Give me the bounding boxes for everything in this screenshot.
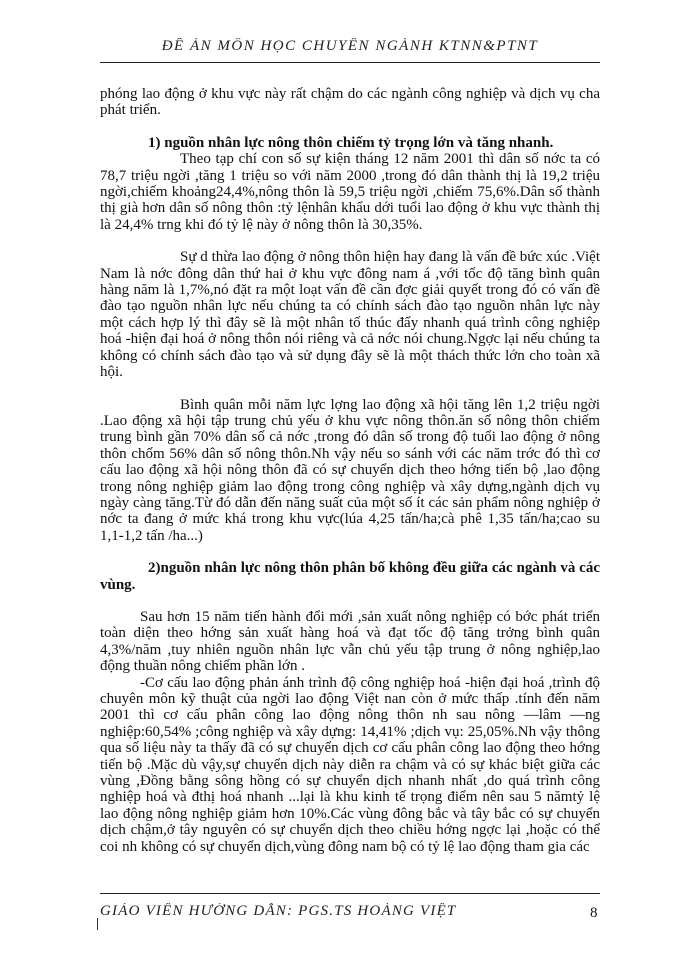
text-cursor (97, 918, 98, 930)
footer-divider (100, 893, 600, 894)
page-footer: GIÁO VIÊN HƯỚNG DẪN: PGS.TS HOÀNG VIỆT (100, 903, 457, 919)
paragraph-renovation: Sau hơn 15 năm tiến hành đổi mới ,sản xuất nông nghiệp có bớc phát triển toàn diện theo hớng sản xuất hàng hoá và đạt tốc độ tăng trởng bình quân 4,3%/năm ,tuy nhiên nguồn nhân lực vẫn chủ yếu tập trung ở nông nghiệp,lao động thuần nông chiếm phần lớn . (100, 608, 600, 675)
section-heading-1: 1) nguồn nhân lực nông thôn chiếm tỷ trọng lớn và tăng nhanh. (148, 134, 554, 151)
section-heading-2: 2)nguồn nhân lực nông thôn phân bố không đều giữa các ngành và các vùng. (100, 560, 600, 593)
page-number: 8 (590, 905, 598, 921)
paragraph-surplus-labor: Sự d thừa lao động ở nông thôn hiện hay đang là vấn đề bức xúc .Việt Nam là nớc đông dân thứ hai ở khu vực đông nam á ,với tốc độ tăng bình quân hàng năm là 1,7%,nó đặt ra một loạt vấn đề cần đợc giải quyết trong đó có vấn đề đào tạo nguồn nhân lực nếu chúng ta có chính sách đào tạo nguồn nhân lực này một cách hợp lý thì đây sẽ là một nhân tố thúc đẩy nhanh quá trình công nghiệp hoá -hiện đại hoá ở nông thôn nói riêng và cả nớc nói chung.Ngợc lại nếu chúng ta không có chính sách đào tạo và sử dụng đây sẽ là một thách thức lớn cho toàn xã hội. (100, 249, 600, 381)
body-text (100, 86, 600, 855)
paragraph-population: Theo tạp chí con số sự kiện tháng 12 năm 2001 thì dân số nớc ta có 78,7 triệu ngời ,tăng 1 triệu so với năm 2000 ,trong đó dân thành thị là 19,2 triệu ngời,chiếm khoảng24,4%,nông thôn là 59,5 triệu ngời ,chiếm 75,6%.Dân số thành thị già hơn dân số nông thôn :tỷ lệnhân khẩu dới tuổi lao động ở khu vực thành thị là 24,4% trng khi đó tỷ lệ này ở nông thôn là 30,35%. (100, 151, 600, 233)
header-divider (100, 62, 600, 63)
paragraph-labor-growth: Bình quân mỗi năm lực lợng lao động xã hội tăng lên 1,2 triệu ngời .Lao động xã hội tập trung chủ yếu ở khu vực nông thôn.ăn số nông thôn chiếm trung bình gần 70% dân số cả nớc ,trong đó dân số trong độ tuổi lao động ở nông thôn chốm 56% dân số nông thôn.Nh vậy nếu so sánh với các năm trớc đó thì cơ cấu lao động xã hội nông thôn đã có sự chuyển dịch theo hớng tiến bộ ,lao động trong nông nghiệp giảm lao động trong công nghiệp và xây dựng,ngành dịch vụ ngày càng tăng.Từ đó dẫn đến năng suất của một số ít các sản phẩm nông nghiệp ở nớc ta đang ở mức khá trong khu vực(lúa 4,25 tấn/ha;cà phê 1,35 tấn/ha;cao su 1,1-1,2 tấn /ha...) (100, 396, 600, 544)
paragraph-intro: phóng lao động ở khu vực này rất chậm do các ngành công nghiệp và dịch vụ cha phát triển. (100, 86, 600, 119)
paragraph-labor-structure: -Cơ cấu lao động phản ánh trình độ công nghiệp hoá -hiện đại hoá ,trình độ chuyên môn kỹ thuật của ngời lao động Việt nan còn ở mức thấp .tính đến năm 2001 thì cơ cấu phân công lao động nông thôn nh sau nông —lâm —ng nghiệp:60,54% ;công nghiệp và xây dựng: 14,41% ;dịch vụ: 25,05%.Nh vậy thông qua số liệu này ta thấy đã có sự chuyển dịch cơ cấu phân công lao động theo hớng tiến bộ .Mặc dù vậy,sự chuyển dịch này diễn ra chậm và có sự khác biệt giữa các vùng ,Đồng bằng sông hồng có sự chuyển dịch nhanh nhất ,do quá trình công nghiệp hoá và đthị hoá nhanh ...lại là khu kinh tế trọng điểm nên sau 5 nămtỷ lệ lao động nông nghiệp giảm hơn 10%.Các vùng đông bắc và tây bắc có sự chuyển dịch chậm,ở tây nguyên có sự chuyển dịch theo chiều hớng ngợc lại ,hoặc có thể coi nh không có sự chuyển dịch,vùng đông nam bộ có tỷ lệ lao động tham gia các (100, 674, 600, 855)
page-header: ĐỀ ÁN MÔN HỌC CHUYÊN NGÀNH KTNN&PTNT (161, 38, 539, 54)
